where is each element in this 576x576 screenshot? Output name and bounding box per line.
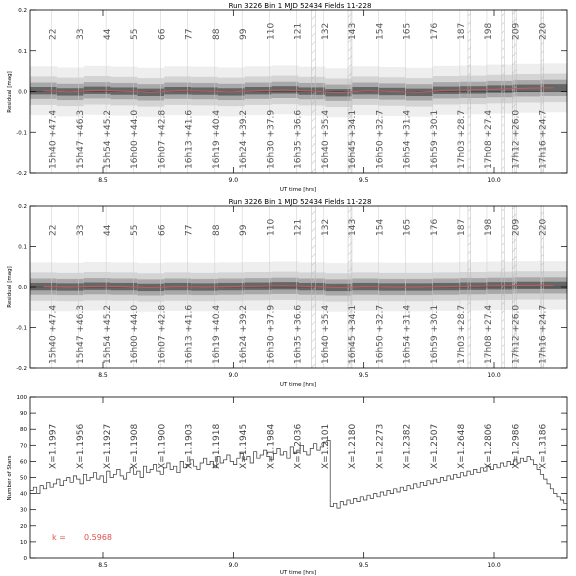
airmass-label: X=1.1945: [239, 423, 250, 469]
field-number-label: 165: [402, 218, 413, 236]
field-number-label: 22: [48, 224, 59, 236]
y-tick-label: 100: [16, 395, 27, 401]
y-tick-label: 90: [20, 411, 27, 418]
field-coord-label: 15h40 +47.4: [48, 304, 59, 364]
y-tick-label: 0.2: [18, 204, 27, 210]
field-number-label: 44: [103, 224, 114, 236]
field-coord-label: 15h54 +45.2: [103, 304, 114, 364]
field-number-label: 99: [239, 224, 250, 236]
y-tick-label: 0.1: [18, 48, 27, 55]
field-number-label: 198: [483, 218, 494, 236]
panel-1-ylabel: Residual [mag]: [7, 71, 13, 113]
field-coord-label: 16h45 +34.1: [347, 304, 358, 364]
field-number-label: 220: [538, 218, 549, 236]
y-tick-label: 0: [23, 556, 27, 562]
y-tick-label: -0.1: [16, 130, 27, 137]
airmass-label: X=1.2273: [375, 423, 386, 469]
field-coord-label: 16h59 +30.1: [429, 304, 440, 364]
y-tick-label: -0.2: [16, 366, 27, 372]
y-tick-label: 40: [20, 491, 27, 498]
airmass-label: X=1.1997: [48, 423, 59, 469]
field-coord-label: 16h59 +30.1: [429, 109, 440, 169]
field-number-label: 99: [239, 28, 250, 40]
x-tick-label: 9.0: [228, 177, 239, 184]
x-tick-label: 8.5: [98, 177, 108, 184]
panel-1-title: Run 3226 Bin 1 MJD 52434 Fields 11-228: [228, 2, 372, 10]
field-number-label: 88: [211, 224, 222, 236]
field-coord-label: 15h54 +45.2: [103, 109, 114, 169]
field-coord-label: 17h03 +28.7: [456, 109, 467, 169]
field-number-label: 220: [538, 22, 549, 40]
airmass-label: X=1.3186: [538, 423, 549, 469]
field-coord-label: 17h08 +27.4: [483, 109, 494, 169]
airmass-label: X=1.2507: [429, 423, 440, 469]
field-coord-label: 16h35 +36.6: [293, 304, 304, 364]
panel-3-ylabel: Number of Stars: [7, 455, 13, 501]
field-number-label: 132: [320, 22, 331, 40]
airmass-label: X=1.1956: [75, 423, 86, 469]
airmass-label: X=1.2648: [456, 423, 467, 469]
field-coord-label: 16h19 +40.4: [211, 109, 222, 169]
field-coord-label: 16h24 +39.2: [239, 109, 250, 169]
y-tick-label: -0.1: [16, 325, 27, 332]
field-coord-label: 16h24 +39.2: [239, 304, 250, 364]
y-tick-label: 20: [20, 523, 27, 530]
field-coord-label: 17h16 +24.7: [538, 304, 549, 364]
field-coord-label: 16h50 +32.7: [375, 304, 386, 364]
field-coord-label: 16h54 +31.4: [402, 109, 413, 169]
y-tick-label: 50: [20, 475, 27, 482]
field-coord-label: 17h16 +24.7: [538, 109, 549, 169]
airmass-label: X=1.1927: [103, 423, 114, 469]
field-number-label: 187: [456, 218, 467, 236]
x-tick-label: 10.0: [487, 177, 501, 184]
x-tick-label: 10.0: [487, 372, 501, 379]
field-number-label: 143: [347, 218, 358, 236]
field-number-label: 121: [293, 218, 304, 236]
field-number-label: 33: [75, 224, 86, 236]
field-coord-label: 17h12 +26.0: [511, 304, 522, 364]
field-coord-label: 16h07 +42.8: [157, 304, 168, 364]
y-tick-label: 0.0: [18, 89, 27, 96]
panel-3-xlabel: UT time [hrs]: [279, 570, 317, 576]
field-coord-label: 17h08 +27.4: [483, 304, 494, 364]
airmass-label: X=1.2036: [293, 423, 304, 469]
field-number-label: 55: [130, 28, 141, 40]
field-coord-label: 16h40 +35.4: [320, 304, 331, 364]
field-number-label: 44: [103, 28, 114, 40]
field-coord-label: 17h03 +28.7: [456, 304, 467, 364]
field-number-label: 110: [266, 218, 277, 236]
field-coord-label: 16h35 +36.6: [293, 109, 304, 169]
field-number-label: 88: [211, 28, 222, 40]
field-coord-label: 15h47 +46.3: [75, 109, 86, 169]
panel-2-title: Run 3226 Bin 1 MJD 52434 Fields 11-228: [228, 198, 372, 206]
field-number-label: 77: [184, 224, 195, 236]
field-number-label: 176: [429, 218, 440, 236]
field-number-label: 154: [375, 218, 386, 236]
field-number-label: 110: [266, 22, 277, 40]
airmass-label: X=1.1900: [157, 423, 168, 469]
field-number-label: 209: [511, 218, 522, 236]
field-coord-label: 15h47 +46.3: [75, 304, 86, 364]
field-number-label: 55: [130, 224, 141, 236]
field-coord-label: 16h30 +37.9: [266, 304, 277, 364]
x-tick-label: 8.5: [98, 562, 108, 569]
field-number-label: 154: [375, 22, 386, 40]
field-number-label: 66: [157, 224, 168, 236]
field-coord-label: 15h40 +47.4: [48, 109, 59, 169]
field-coord-label: 16h50 +32.7: [375, 109, 386, 169]
x-tick-label: 9.5: [358, 562, 369, 569]
panel-2-xlabel: UT time [hrs]: [279, 382, 317, 388]
field-number-label: 33: [75, 28, 86, 40]
airmass-label: X=1.1908: [130, 423, 141, 469]
x-tick-label: 10.0: [487, 562, 501, 569]
field-coord-label: 16h54 +31.4: [402, 304, 413, 364]
field-number-label: 22: [48, 28, 59, 40]
field-coord-label: 16h40 +35.4: [320, 109, 331, 169]
field-coord-label: 16h00 +44.0: [130, 304, 141, 364]
airmass-label: X=1.1918: [211, 423, 222, 469]
panel-2-ylabel: Residual [mag]: [7, 266, 13, 308]
y-tick-label: 10: [20, 539, 27, 546]
airmass-label: X=1.2986: [511, 423, 522, 469]
airmass-label: X=1.1984: [266, 423, 277, 469]
field-coord-label: 16h30 +37.9: [266, 109, 277, 169]
y-tick-label: 30: [20, 507, 27, 514]
x-tick-label: 9.5: [358, 372, 369, 379]
field-number-label: 121: [293, 22, 304, 40]
field-number-label: 66: [157, 28, 168, 40]
k-annotation-value: 0.5968: [84, 533, 112, 542]
k-annotation-label: k =: [52, 533, 66, 542]
y-tick-label: 0.0: [18, 285, 27, 291]
y-tick-label: 0.1: [18, 244, 27, 251]
airmass-label: X=1.2382: [402, 423, 413, 469]
x-tick-label: 9.0: [228, 562, 239, 569]
field-number-label: 176: [429, 22, 440, 40]
y-tick-label: 0.2: [18, 8, 27, 14]
airmass-label: X=1.2180: [347, 423, 358, 469]
field-coord-label: 17h12 +26.0: [511, 109, 522, 169]
field-number-label: 198: [483, 22, 494, 40]
field-coord-label: 16h00 +44.0: [130, 109, 141, 169]
y-tick-label: -0.2: [16, 171, 27, 177]
y-tick-label: 60: [20, 459, 27, 466]
field-number-label: 77: [184, 28, 195, 40]
airmass-label: X=1.2101: [320, 423, 331, 469]
y-tick-label: 80: [20, 427, 27, 434]
hatched-region: [468, 10, 471, 173]
x-tick-label: 8.5: [98, 372, 108, 379]
field-coord-label: 16h13 +41.6: [184, 304, 195, 364]
field-number-label: 165: [402, 22, 413, 40]
field-coord-label: 16h45 +34.1: [347, 109, 358, 169]
y-tick-label: 70: [20, 443, 27, 450]
field-number-label: 132: [320, 218, 331, 236]
panel-1-xlabel: UT time [hrs]: [279, 187, 317, 193]
airmass-label: X=1.1903: [184, 423, 195, 469]
field-number-label: 209: [511, 22, 522, 40]
hatched-region: [468, 206, 471, 368]
field-coord-label: 16h13 +41.6: [184, 109, 195, 169]
airmass-label: X=1.2806: [483, 423, 494, 469]
field-number-label: 187: [456, 22, 467, 40]
x-tick-label: 9.0: [228, 372, 239, 379]
field-coord-label: 16h07 +42.8: [157, 109, 168, 169]
field-number-label: 143: [347, 22, 358, 40]
field-coord-label: 16h19 +40.4: [211, 304, 222, 364]
x-tick-label: 9.5: [358, 177, 369, 184]
hatched-region: [502, 10, 505, 173]
hatched-region: [502, 206, 505, 368]
